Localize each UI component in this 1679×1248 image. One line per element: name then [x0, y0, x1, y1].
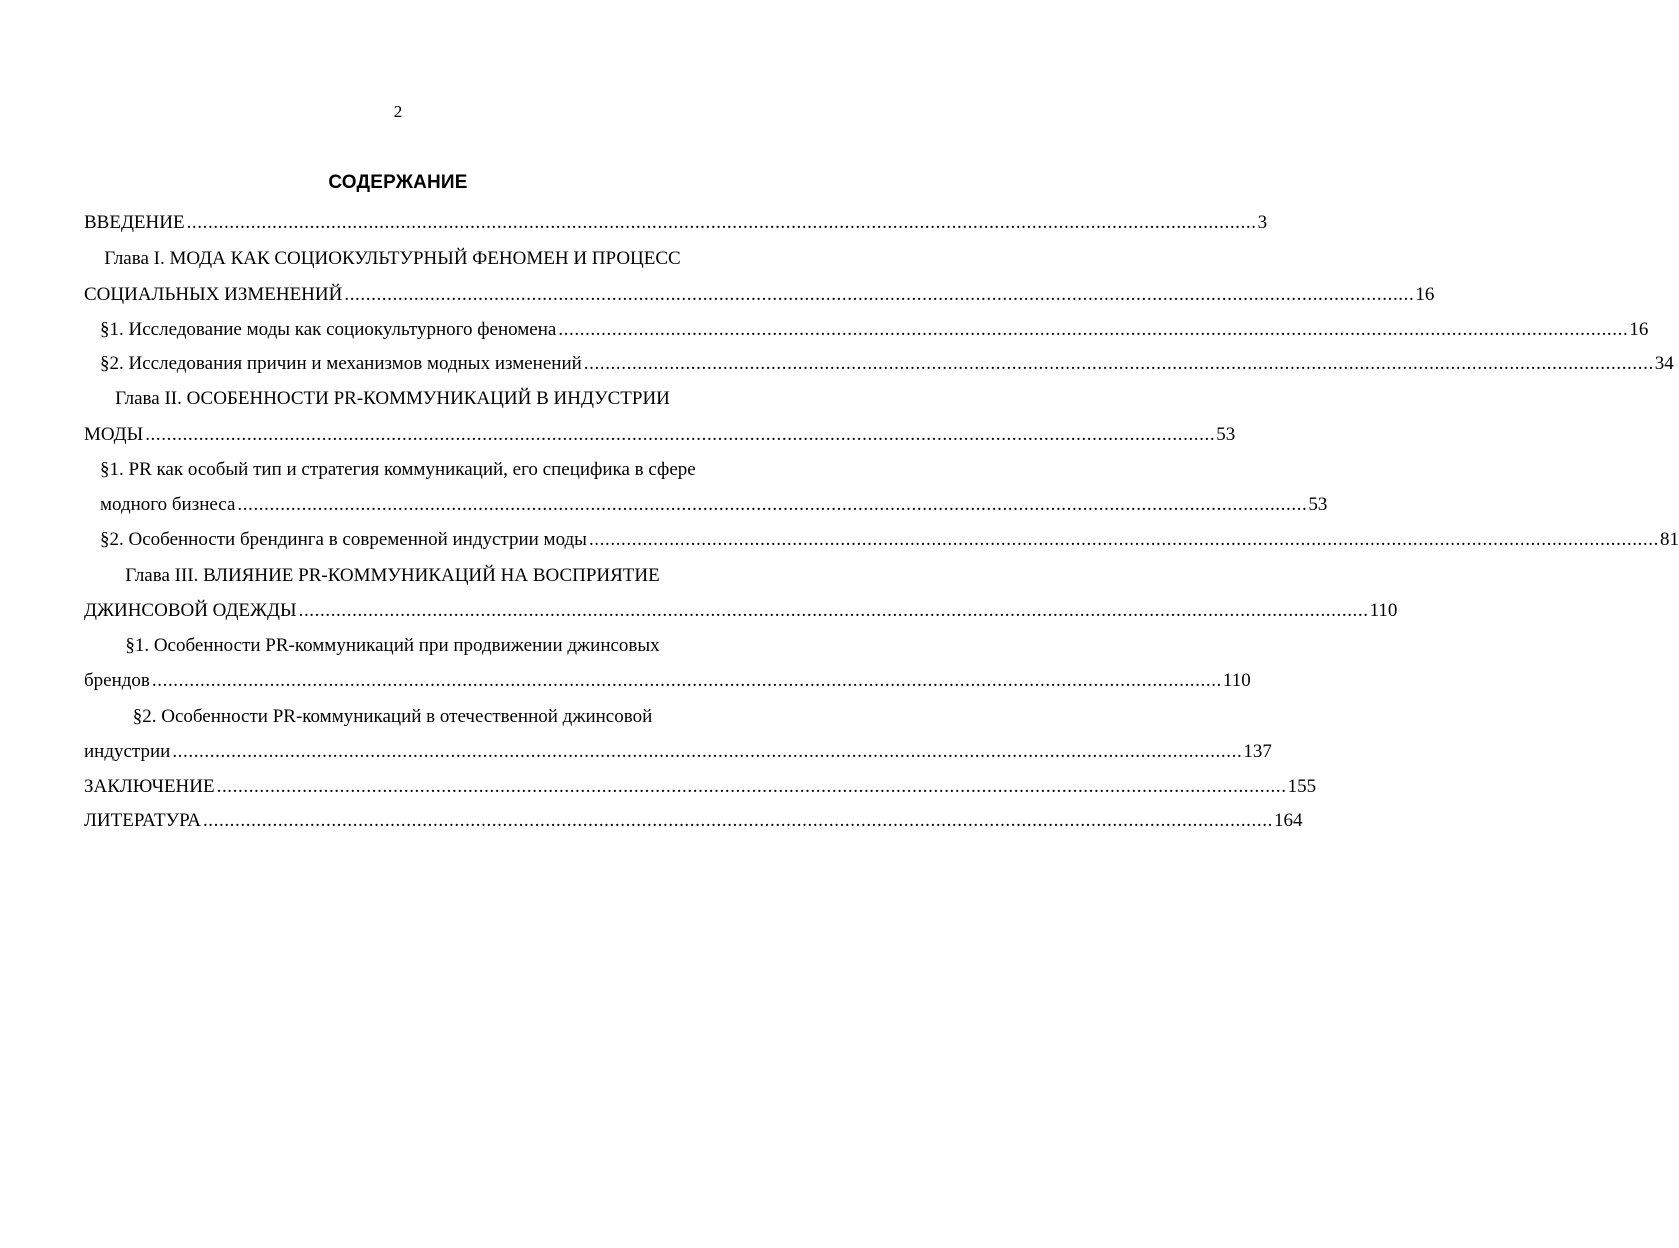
toc-section-2-1-heading[interactable]	[100, 455, 701, 485]
toc-entry-text: Глава I. МОДА КАК СОЦИОКУЛЬТУРНЫЙ ФЕНОМЕН И ПРОЦЕСС	[104, 248, 681, 269]
toc-page-number: 3	[1257, 212, 1268, 233]
toc-page-number: 110	[1222, 670, 1251, 691]
dot-leader: ........................................................................................................................................................................................................	[216, 776, 1287, 797]
toc-page-number: 34	[1654, 353, 1674, 374]
toc-entry-introduction[interactable]	[84, 208, 1268, 238]
toc-entry-text: Глава III. ВЛИЯНИЕ PR-КОММУНИКАЦИЙ НА ВОСПРИЯТИЕ	[125, 565, 660, 586]
toc-section-2-2[interactable]	[100, 525, 1679, 555]
toc-chapter-2-entry[interactable]	[84, 420, 1236, 450]
dot-leader: ........................................................................................................................................................................................................	[145, 424, 1216, 445]
toc-entry-text: индустрии	[84, 741, 171, 762]
dot-leader: ........................................................................................................................................................................................................	[558, 319, 1629, 340]
dot-leader: ........................................................................................................................................................................................................	[237, 494, 1308, 515]
dot-leader: ........................................................................................................................................................................................................	[202, 810, 1273, 831]
toc-entry-text: §2. Особенности PR-коммуникаций в отечественной джинсовой	[132, 706, 653, 727]
toc-page-number: 16	[1415, 284, 1435, 305]
toc-entry-text: Глава II. ОСОБЕННОСТИ PR-КОММУНИКАЦИЙ В ИНДУСТРИИ	[115, 388, 670, 409]
page-title: СОДЕРЖАНИЕ	[328, 172, 468, 193]
toc-entry-text: §2. Исследования причин и механизмов модных изменений	[100, 353, 582, 374]
toc-page-number: 155	[1287, 776, 1317, 797]
toc-page-number: 110	[1369, 600, 1398, 621]
dot-leader: ........................................................................................................................................................................................................	[588, 529, 1659, 550]
dot-leader: ........................................................................................................................................................................................................	[172, 741, 1243, 762]
dot-leader: ........................................................................................................................................................................................................	[151, 670, 1222, 691]
toc-entry-text: §1. PR как особый тип и стратегия коммуникаций, его специфика в сфере	[100, 459, 696, 480]
toc-page-number: 53	[1308, 494, 1328, 515]
dot-leader: ........................................................................................................................................................................................................	[298, 600, 1369, 621]
toc-entry-text: §1. Исследование моды как социокультурного феномена	[100, 319, 557, 340]
toc-entry-text: §1. Особенности PR-коммуникаций при продвижении джинсовых	[125, 635, 660, 656]
toc-entry-text: брендов	[84, 670, 150, 691]
dot-leader: ........................................................................................................................................................................................................	[344, 284, 1415, 305]
toc-entry-text: СОЦИАЛЬНЫХ ИЗМЕНЕНИЙ	[84, 284, 343, 305]
toc-page-number: 53	[1216, 424, 1236, 445]
toc-entry-text: ЗАКЛЮЧЕНИЕ	[84, 776, 215, 797]
toc-entry-text: ЛИТЕРАТУРА	[84, 810, 201, 831]
dot-leader: ........................................................................................................................................................................................................	[583, 353, 1654, 374]
toc-section-3-1-heading[interactable]	[84, 631, 701, 661]
page-number: 2	[393, 102, 403, 121]
toc-entry-conclusion[interactable]	[84, 772, 1317, 802]
toc-chapter-1-entry[interactable]	[84, 280, 1435, 310]
toc-section-1-2[interactable]	[100, 349, 1674, 379]
toc-entry-text: МОДЫ	[84, 424, 144, 445]
toc-section-3-2-heading[interactable]	[84, 702, 701, 732]
toc-section-1-1[interactable]	[100, 315, 1649, 345]
toc-chapter-3-heading[interactable]	[84, 561, 701, 591]
toc-entry-text: ВВЕДЕНИЕ	[84, 212, 185, 233]
toc-entry-text: модного бизнеса	[100, 494, 236, 515]
toc-section-3-1-entry[interactable]	[84, 666, 1251, 696]
toc-chapter-1-heading[interactable]	[84, 244, 701, 274]
toc-page-number: 137	[1243, 741, 1272, 762]
toc-page-number: 81	[1659, 529, 1679, 550]
toc-page-number: 16	[1629, 319, 1649, 340]
dot-leader: ........................................................................................................................................................................................................	[186, 212, 1257, 233]
toc-entry-text: ДЖИНСОВОЙ ОДЕЖДЫ	[84, 600, 297, 621]
toc-section-2-1-entry[interactable]	[100, 490, 1328, 520]
toc-chapter-3-entry[interactable]	[84, 596, 1398, 626]
toc-entry-text: §2. Особенности брендинга в современной индустрии моды	[100, 529, 587, 550]
toc-entry-literature[interactable]	[84, 806, 1303, 836]
toc-section-3-2-entry[interactable]	[84, 737, 1272, 767]
toc-page-number: 164	[1273, 810, 1303, 831]
toc-chapter-2-heading[interactable]	[84, 384, 701, 414]
